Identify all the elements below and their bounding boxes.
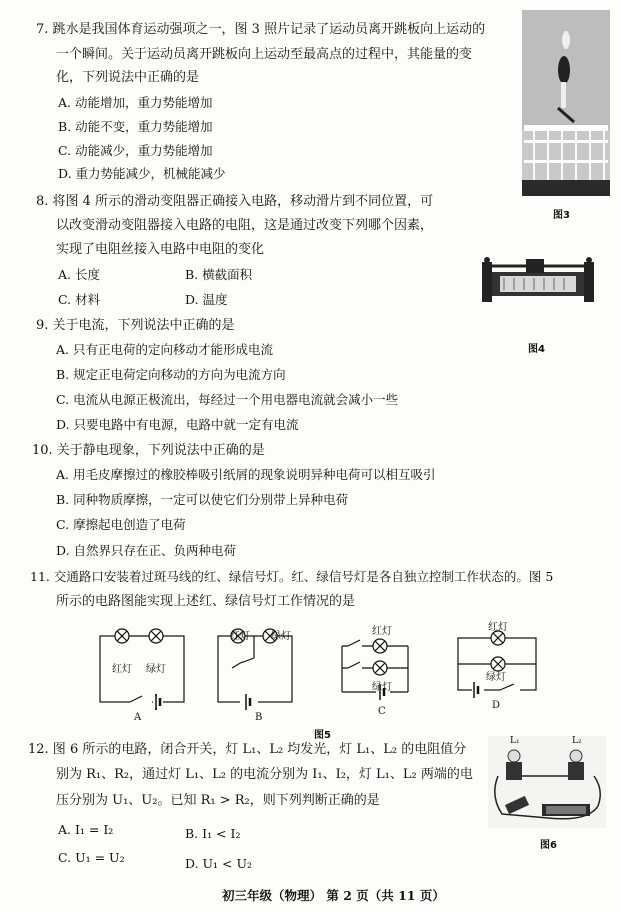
circuit-d-letter: D [492,700,501,711]
fig6-caption: 图6 [540,840,557,851]
q7-option-c: C. 动能减少，重力势能增加 [58,143,213,158]
q8-option-b: B. 横截面积 [185,267,253,282]
q10-line-1: 10. 关于静电现象，下列说法中正确的是 [32,443,265,458]
q8-option-c: C. 材料 [58,292,101,307]
fig6-l1-label: L₁ [510,736,520,746]
q12-option-a: A. I₁ = I₂ [58,822,114,837]
diver-photo [522,10,610,196]
q10-option-a: A. 用毛皮摩擦过的橡胶棒吸引纸屑的现象说明异种电荷可以相互吸引 [56,467,436,482]
q7-option-b: B. 动能不变，重力势能增加 [58,119,213,134]
circuit-a-red-label: 红灯 [112,664,132,675]
circuit-c-green-label: 绿灯 [372,682,392,693]
q8-line-1: 8. 将图 4 所示的滑动变阻器正确接入电路，移动滑片到不同位置，可 [36,194,434,209]
fig6-l2-label: L₂ [572,736,582,746]
q8-line-3: 实现了电阻丝接入电路中电阻的变化 [56,242,265,257]
rheostat-figure [478,250,598,310]
circuit-d-red-label: 红灯 [488,622,508,633]
page-footer: 初三年级（物理） 第 2 页（共 11 页） [222,888,445,903]
q7-option-a: A. 动能增加，重力势能增加 [58,95,213,110]
q12-option-b: B. I₁ < I₂ [185,826,241,841]
circuit-d [458,631,536,698]
q9-option-b: B. 规定正电荷定向移动的方向为电流方向 [56,367,286,382]
q12-line-2: 别为 R₁、R₂，通过灯 L₁、L₂ 的电流分别为 I₁、I₂，灯 L₁、L₂ 两端的电 [56,767,473,782]
q9-option-d: D. 只要电路中有电源，电路中就一定有电流 [56,417,299,432]
q12-line-3: 压分别为 U₁、U₂。已知 R₁ > R₂，则下列判断正确的是 [56,793,380,808]
q8-line-2: 以改变滑动变阻器接入电路的电阻，这是通过改变下列哪个因素， [56,218,434,233]
q8-option-a: A. 长度 [58,267,100,282]
q10-option-d: D. 自然界只存在正、负两种电荷 [56,543,237,558]
q7-line-1: 7. 跳水是我国体育运动强项之一，图 3 照片记录了运动员离开跳板向上运动的 [36,22,486,37]
q7-line-3: 化，下列说法中正确的是 [56,70,200,85]
circuit-b-green-label: 绿灯 [271,631,291,642]
fig5-caption: 图5 [314,730,331,741]
circuit-b-red-label: 红灯 [230,631,250,642]
q8-option-d: D. 温度 [185,292,228,307]
q10-option-b: B. 同种物质摩擦，一定可以使它们分别带上异种电荷 [56,492,349,507]
q12-line-1: 12. 图 6 所示的电路，闭合开关，灯 L₁、L₂ 均发光，灯 L₁、L₂ 的电阻值分 [28,742,467,757]
q12-option-c: C. U₁ = U₂ [58,850,125,865]
circuit-c-red-label: 红灯 [372,626,392,637]
q9-option-a: A. 只有正电荷的定向移动才能形成电流 [56,342,273,357]
circuit-d-green-label: 绿灯 [486,672,506,683]
fig4-caption: 图4 [528,344,545,355]
q10-option-c: C. 摩擦起电创造了电荷 [56,517,186,532]
fig3-caption: 图3 [553,210,570,221]
circuit-c-letter: C [378,706,386,717]
figure6-circuit [488,736,606,828]
circuit-a-letter: A [134,712,142,723]
q12-option-d: D. U₁ < U₂ [185,856,253,871]
q9-option-c: C. 电流从电源正极流出，每经过一个用电器电流就会减小一些 [56,392,399,407]
q9-line-1: 9. 关于电流，下列说法中正确的是 [36,318,235,333]
q11-line-2: 所示的电路图能实现上述红、绿信号灯工作情况的是 [56,594,356,609]
q7-line-2: 一个瞬间。关于运动员离开跳板向上运动至最高点的过程中，其能量的变 [56,47,473,62]
q11-line-1: 11. 交通路口安装着过斑马线的红、绿信号灯。红、绿信号灯是各自独立控制工作状态的。图 5 [30,569,554,584]
figure5-circuits [90,612,550,740]
circuit-b-letter: B [255,712,263,723]
q7-option-d: D. 重力势能减少，机械能减少 [58,166,226,181]
circuit-a-green-label: 绿灯 [146,664,166,675]
